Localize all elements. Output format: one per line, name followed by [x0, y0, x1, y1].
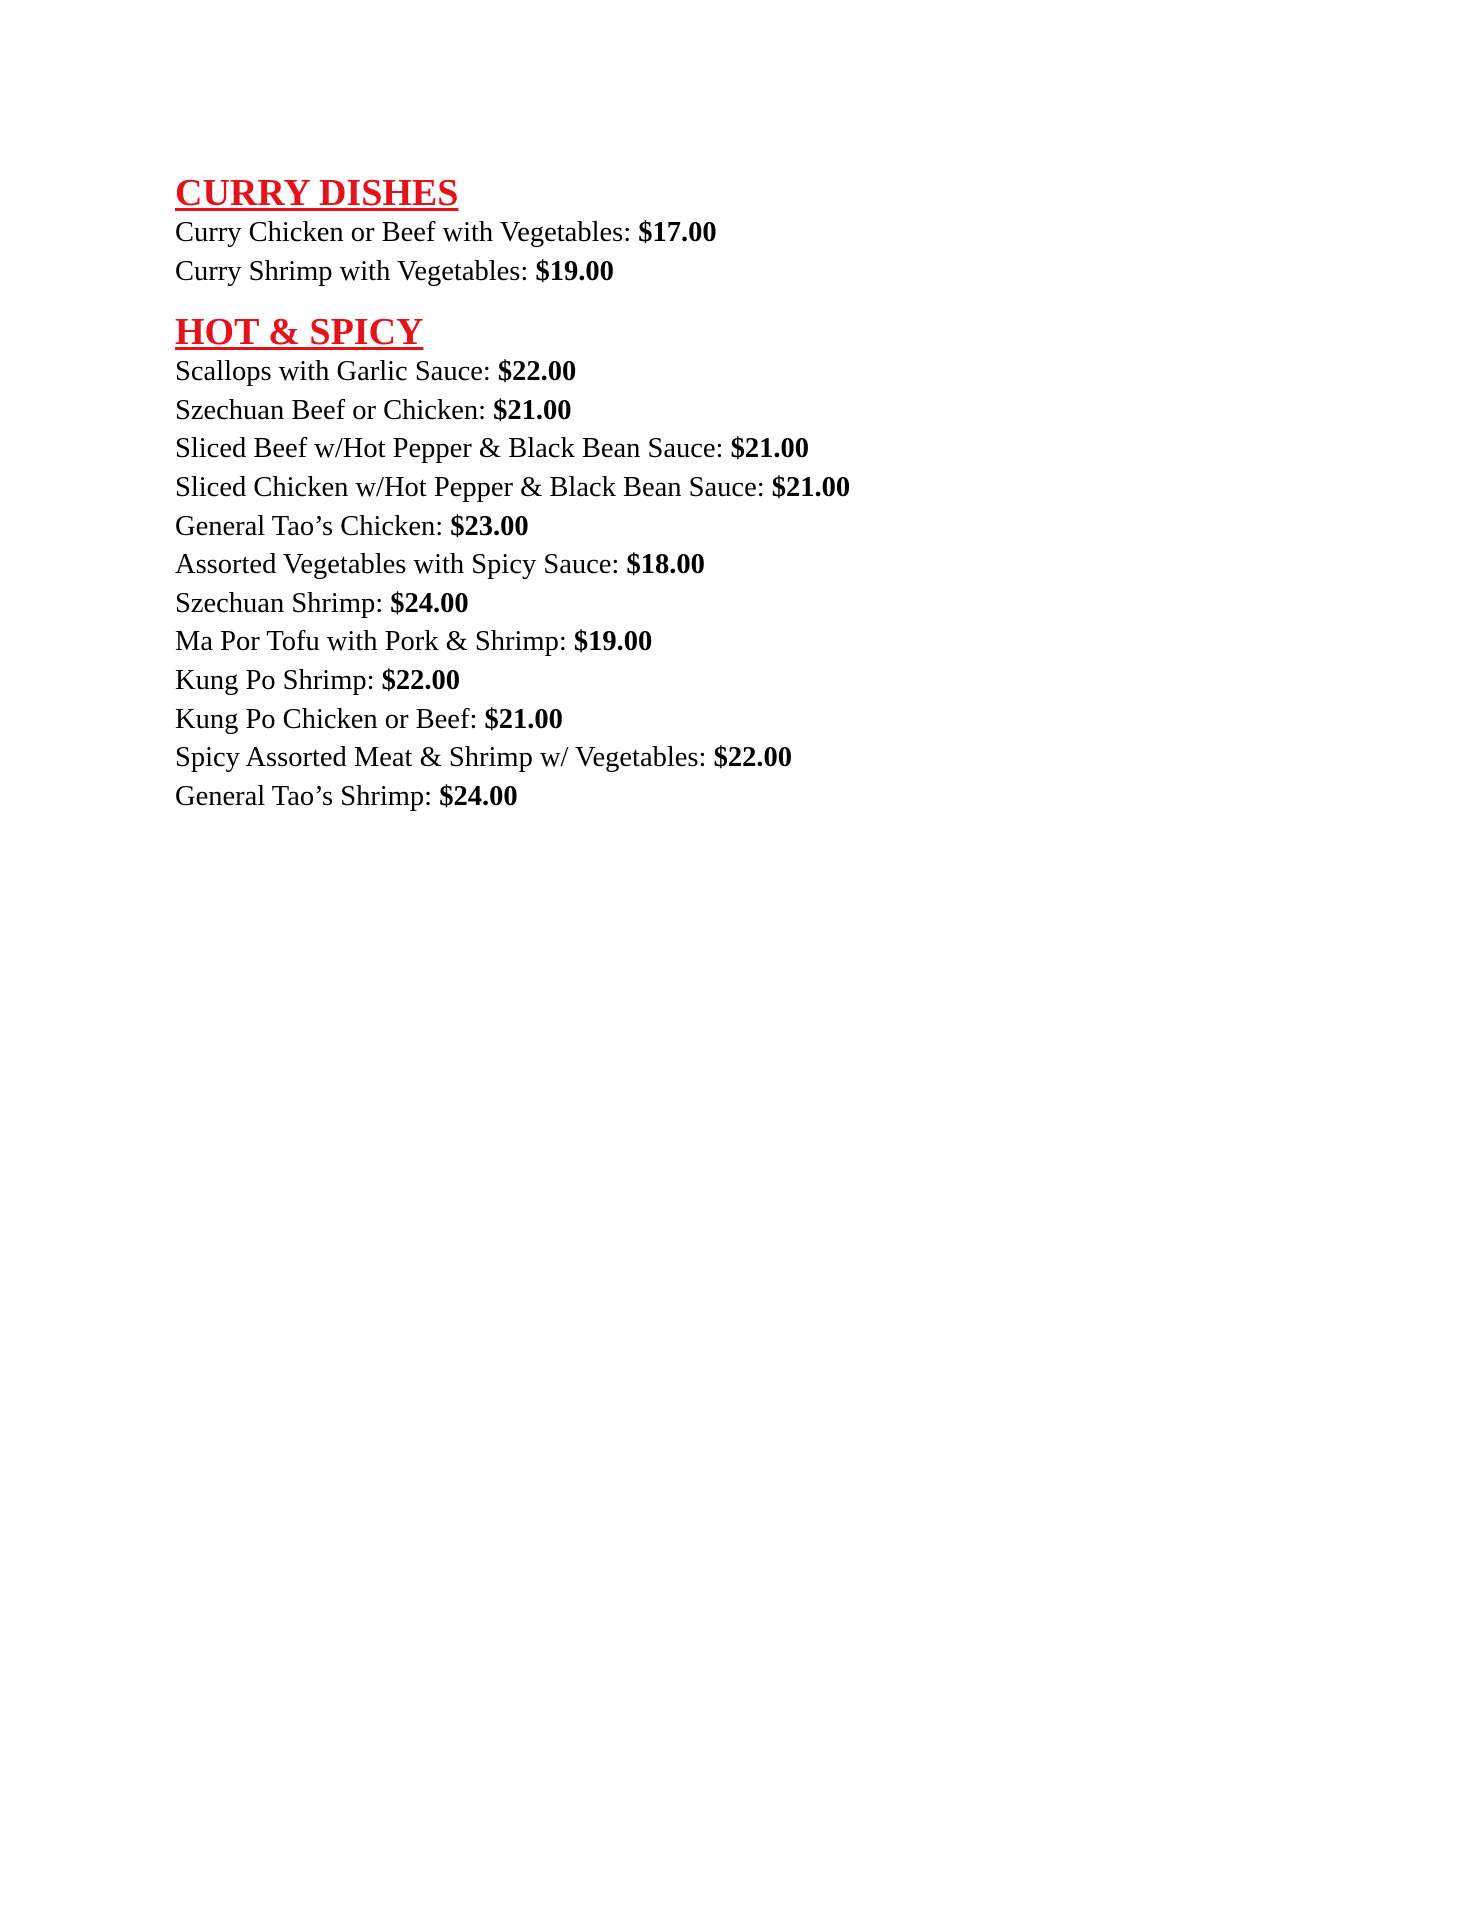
item-price: $22.00: [497, 356, 577, 388]
item-name: Curry Chicken or Beef with Vegetables:: [175, 217, 632, 248]
item-name: General Tao’s Shrimp:: [175, 780, 433, 812]
item-name: Curry Shrimp with Vegetables:: [175, 255, 529, 287]
menu-item-list: [175, 353, 1375, 816]
section-heading: CURRY DISHES: [175, 172, 459, 214]
item-price: $24.00: [390, 587, 469, 619]
menu-item: [175, 546, 1375, 585]
menu-item: [175, 253, 1375, 292]
item-name: Sliced Chicken w/Hot Pepper & Black Bean Sauce:: [175, 471, 765, 503]
menu-item: [175, 392, 1375, 431]
item-name: Szechuan Beef or Chicken:: [175, 394, 487, 426]
item-price: $22.00: [381, 664, 461, 696]
item-price: $19.00: [535, 255, 614, 287]
item-name: Szechuan Shrimp:: [175, 587, 384, 619]
item-price: $21.00: [484, 703, 563, 735]
menu-item: [175, 778, 1375, 817]
item-name: Kung Po Chicken or Beef:: [175, 703, 478, 735]
item-name: General Tao’s Chicken:: [175, 510, 444, 542]
menu-item: [175, 701, 1375, 740]
menu-item: [175, 662, 1375, 701]
menu-content: [175, 172, 1375, 816]
menu-item-list: [175, 214, 1375, 291]
item-price: $21.00: [730, 433, 809, 465]
item-name: Assorted Vegetables with Spicy Sauce:: [175, 549, 620, 581]
menu-item: [175, 739, 1375, 778]
item-price: $21.00: [771, 471, 851, 503]
menu-item: [175, 508, 1375, 547]
menu-item: [175, 353, 1375, 392]
item-price: $17.00: [638, 217, 717, 248]
menu-item: [175, 430, 1375, 469]
item-price: $21.00: [493, 394, 572, 426]
item-price: $24.00: [439, 780, 518, 812]
section-hot-and-spicy: [175, 311, 1375, 816]
item-name: Spicy Assorted Meat & Shrimp w/ Vegetables:: [175, 742, 707, 774]
item-price: $19.00: [573, 626, 653, 658]
section-curry-dishes: [175, 172, 1375, 291]
item-name: Sliced Beef w/Hot Pepper & Black Bean Sauce:: [175, 433, 724, 465]
item-name: Kung Po Shrimp:: [175, 664, 375, 696]
section-heading: HOT & SPICY: [175, 311, 424, 354]
item-price: $18.00: [626, 549, 705, 581]
item-price: $23.00: [450, 510, 529, 542]
menu-item: [175, 214, 1375, 253]
item-name: Ma Por Tofu with Pork & Shrimp:: [175, 626, 567, 658]
menu-item: [175, 585, 1375, 624]
menu-item: [175, 469, 1375, 508]
menu-item: [175, 623, 1375, 662]
item-price: $22.00: [713, 742, 792, 774]
item-name: Scallops with Garlic Sauce:: [175, 356, 491, 388]
